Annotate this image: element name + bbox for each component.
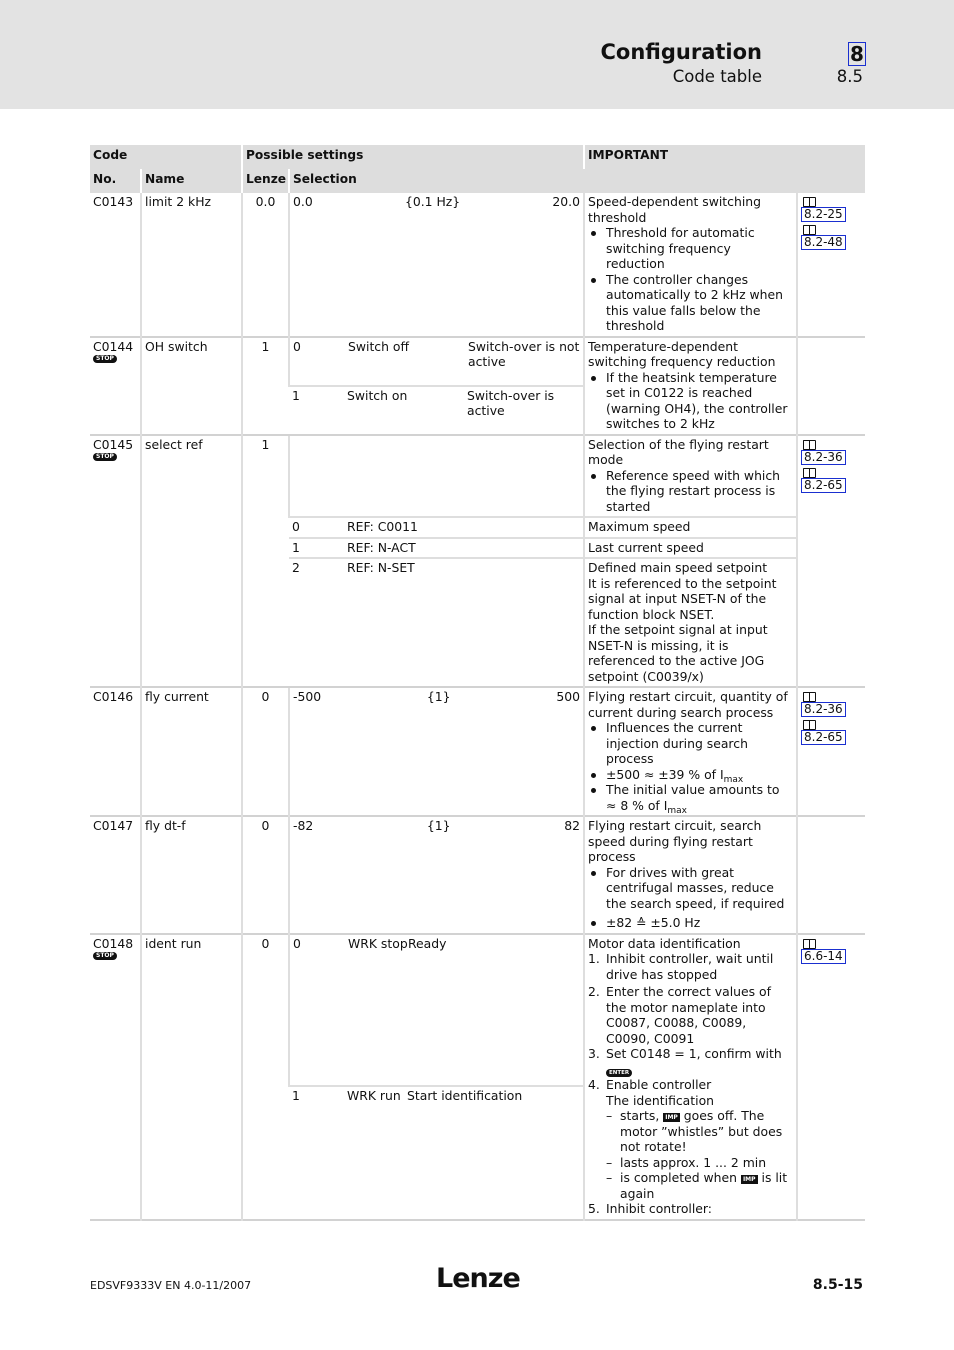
option-desc: Ready xyxy=(408,935,447,951)
reference-cell xyxy=(797,687,865,816)
important-line: It is referenced to the setpoint signal at input NSET-N of the function block NSET. xyxy=(588,575,777,622)
bullet-item: The initial value amounts to ≈ 8 % of $I_{max}$ xyxy=(588,782,793,813)
important-text xyxy=(584,687,797,816)
lenze-value: 0.0 xyxy=(242,193,289,337)
range-max: 500 xyxy=(556,689,580,704)
page-link[interactable]: 8.2-65 xyxy=(801,478,846,493)
option-desc: Switch-over is not active xyxy=(468,338,580,369)
code-no: C0144 xyxy=(93,338,134,354)
code-no-cell xyxy=(90,337,141,435)
document-id: EDSVF9333V EN 4.0-11/2007 xyxy=(90,1279,252,1292)
col-lenze: Lenze xyxy=(242,169,289,193)
selection-option xyxy=(289,386,584,435)
option-label: REF: C0011 xyxy=(347,519,418,534)
stop-icon: STOP xyxy=(93,355,117,363)
bullet-item: Reference speed with which the flying restart process is started xyxy=(588,468,793,515)
page-number: 8.5-15 xyxy=(812,1277,863,1293)
option-label: WRK run xyxy=(347,1088,401,1104)
selection-option xyxy=(289,517,584,538)
bullet-item: Influences the current injection during search process xyxy=(588,720,793,767)
option-value: 1 xyxy=(292,1088,300,1104)
table-row xyxy=(90,934,865,1087)
important-text xyxy=(584,934,797,1220)
important-text xyxy=(584,435,797,518)
important-line: Defined main speed setpoint xyxy=(588,560,768,575)
selection-range xyxy=(289,816,584,934)
important-line: If the setpoint signal at input NSET-N is missing, it is referenced to the active JOG setpoint (C0039/x) xyxy=(588,622,768,684)
option-label: Switch off xyxy=(348,338,410,354)
code-name: limit 2 kHz xyxy=(141,193,242,337)
code-no: C0143 xyxy=(93,194,134,209)
dash-item: – lasts approx. 1 ... 2 min xyxy=(606,1155,793,1171)
code-name: ident run xyxy=(141,934,242,1220)
option-value: 1 xyxy=(292,387,300,403)
bullet-item: Threshold for automatic switching frequency reduction xyxy=(588,225,793,272)
selection-option xyxy=(289,934,584,1087)
bullet-item: If the heatsink temperature set in C0122 is reached (warning OH4), the controller switches to 2 kHz xyxy=(588,370,793,432)
important-title: Motor data identification xyxy=(588,935,741,951)
section-number: 8.5 xyxy=(836,67,863,86)
table-header-row-1 xyxy=(90,145,865,169)
range-min: -500 xyxy=(293,689,322,704)
option-value: 0 xyxy=(293,338,301,354)
lenze-value: 1 xyxy=(242,435,289,688)
selection-option xyxy=(289,337,584,386)
reference-cell xyxy=(797,435,865,688)
table-row xyxy=(90,193,865,337)
code-no-cell xyxy=(90,435,141,688)
bullet-item: For drives with great centrifugal masses, reduce the search speed, if required xyxy=(588,865,793,912)
lenze-logo: Lenze xyxy=(436,1263,520,1294)
book-icon xyxy=(803,720,815,729)
lenze-value: 0 xyxy=(242,816,289,934)
important-text xyxy=(584,193,797,337)
option-important: Maximum speed xyxy=(584,517,797,538)
col-name: Name xyxy=(141,169,242,193)
reference-cell xyxy=(797,934,865,1220)
page-link[interactable]: 8.2-65 xyxy=(801,730,846,745)
option-value: 0 xyxy=(292,519,300,534)
important-title: Temperature-dependent switching frequency reduction xyxy=(588,338,776,369)
section-title: Code table xyxy=(672,67,762,86)
numbered-item: 3. Set C0148 = 1, confirm with ENTER xyxy=(588,1046,782,1076)
selection-range xyxy=(289,687,584,816)
selection-option xyxy=(289,1086,584,1219)
lenze-value: 0 xyxy=(242,934,289,1220)
book-icon xyxy=(803,440,815,449)
bullet-item: ±82 ≙ ±5.0 Hz xyxy=(588,915,793,931)
option-important xyxy=(584,558,797,687)
col-important: IMPORTANT xyxy=(584,145,865,169)
option-important: Last current speed xyxy=(584,538,797,559)
code-name: OH switch xyxy=(141,337,242,435)
code-name: fly current xyxy=(141,687,242,816)
code-no: C0147 xyxy=(90,816,141,934)
important-text xyxy=(584,337,797,435)
range-max: 20.0 xyxy=(552,194,580,209)
book-icon xyxy=(803,692,815,701)
numbered-item: 2. Enter the correct values of the motor nameplate into C0087, C0088, C0089, C0090, C0091 xyxy=(588,984,771,1046)
book-icon xyxy=(803,225,815,234)
selection-range xyxy=(289,193,584,337)
reference-cell xyxy=(797,193,865,337)
important-title: Flying restart circuit, quantity of current during search process xyxy=(588,689,788,720)
table-row xyxy=(90,337,865,386)
code-name: select ref xyxy=(141,435,242,688)
important-text xyxy=(584,816,797,934)
book-icon xyxy=(803,939,815,948)
chapter-title: Configuration xyxy=(600,40,762,64)
lenze-value: 0 xyxy=(242,687,289,816)
table-row xyxy=(90,816,865,934)
book-icon xyxy=(803,197,815,206)
selection-option xyxy=(289,558,584,687)
dash-item: – starts, IMP goes off. The motor ”whistles” but does not rotate! xyxy=(606,1108,793,1155)
option-value: 2 xyxy=(292,560,300,575)
table-row xyxy=(90,435,865,518)
option-value: 1 xyxy=(292,539,300,555)
page-link[interactable]: 8.2-36 xyxy=(801,450,846,465)
col-possible-settings: Possible settings xyxy=(242,145,584,169)
lenze-value: 1 xyxy=(242,337,289,435)
range-step: {0.1 Hz} xyxy=(404,194,461,209)
code-no-cell xyxy=(90,934,141,1220)
range-min: -82 xyxy=(293,818,314,833)
page-header xyxy=(0,0,954,109)
option-label: REF: N-ACT xyxy=(347,539,416,555)
dash-item: – is completed when IMP is lit again xyxy=(606,1170,793,1201)
range-step: {1} xyxy=(426,689,451,704)
stop-icon: STOP xyxy=(93,453,117,461)
table-header-row-2 xyxy=(90,169,865,193)
important-title: Flying restart circuit, search speed during flying restart process xyxy=(588,818,762,864)
range-step: {1} xyxy=(426,818,451,833)
numbered-item: 1. Inhibit controller, wait until drive has stopped xyxy=(588,951,774,982)
code-name: fly dt-f xyxy=(141,816,242,934)
code-no: C0146 xyxy=(90,687,141,816)
page-link[interactable]: 6.6-14 xyxy=(801,949,846,964)
enter-key-icon: ENTER xyxy=(606,1069,632,1077)
range-max: 82 xyxy=(564,818,580,833)
option-label: WRK stop xyxy=(348,935,408,951)
page-link[interactable]: 8.2-36 xyxy=(801,702,846,717)
table-row xyxy=(90,687,865,816)
code-no: C0145 xyxy=(93,436,134,452)
range-min: 0.0 xyxy=(293,194,313,209)
col-no: No. xyxy=(90,169,141,193)
important-title: Speed-dependent switching threshold xyxy=(588,194,761,225)
col-code: Code xyxy=(90,145,242,169)
stop-icon: STOP xyxy=(93,952,117,960)
col-selection: Selection xyxy=(289,169,584,193)
option-label: Switch on xyxy=(347,387,408,403)
option-desc: Start identification xyxy=(407,1088,523,1104)
chapter-number: 8 xyxy=(848,42,866,66)
option-desc: Switch-over is active xyxy=(467,387,555,418)
bullet-item: The controller changes automatically to 2 kHz when this value falls below the threshold xyxy=(588,272,793,334)
option-value: 0 xyxy=(293,935,301,951)
code-table xyxy=(90,145,865,1221)
page-link[interactable]: 8.2-48 xyxy=(801,235,846,250)
book-icon xyxy=(803,468,815,477)
page-link[interactable]: 8.2-25 xyxy=(801,207,846,222)
numbered-item: 4. Enable controller The identification – starts, IMP goes off. The motor ”whistles” but does not rotate! – lasts approx. 1 ... 2 min – is completed when IMP is lit again xyxy=(588,1077,793,1201)
imp-led-icon: IMP xyxy=(665,1114,678,1121)
imp-led-icon: IMP xyxy=(742,1176,756,1183)
important-title: Selection of the flying restart mode xyxy=(588,436,769,467)
numbered-item: 5. Inhibit controller: xyxy=(588,1201,712,1216)
selection-option xyxy=(289,538,584,559)
option-label: REF: N-SET xyxy=(347,560,415,575)
code-no: C0148 xyxy=(93,935,134,951)
bullet-item: ±500 ≈ ±39 % of $I_{max}$ xyxy=(588,767,793,783)
